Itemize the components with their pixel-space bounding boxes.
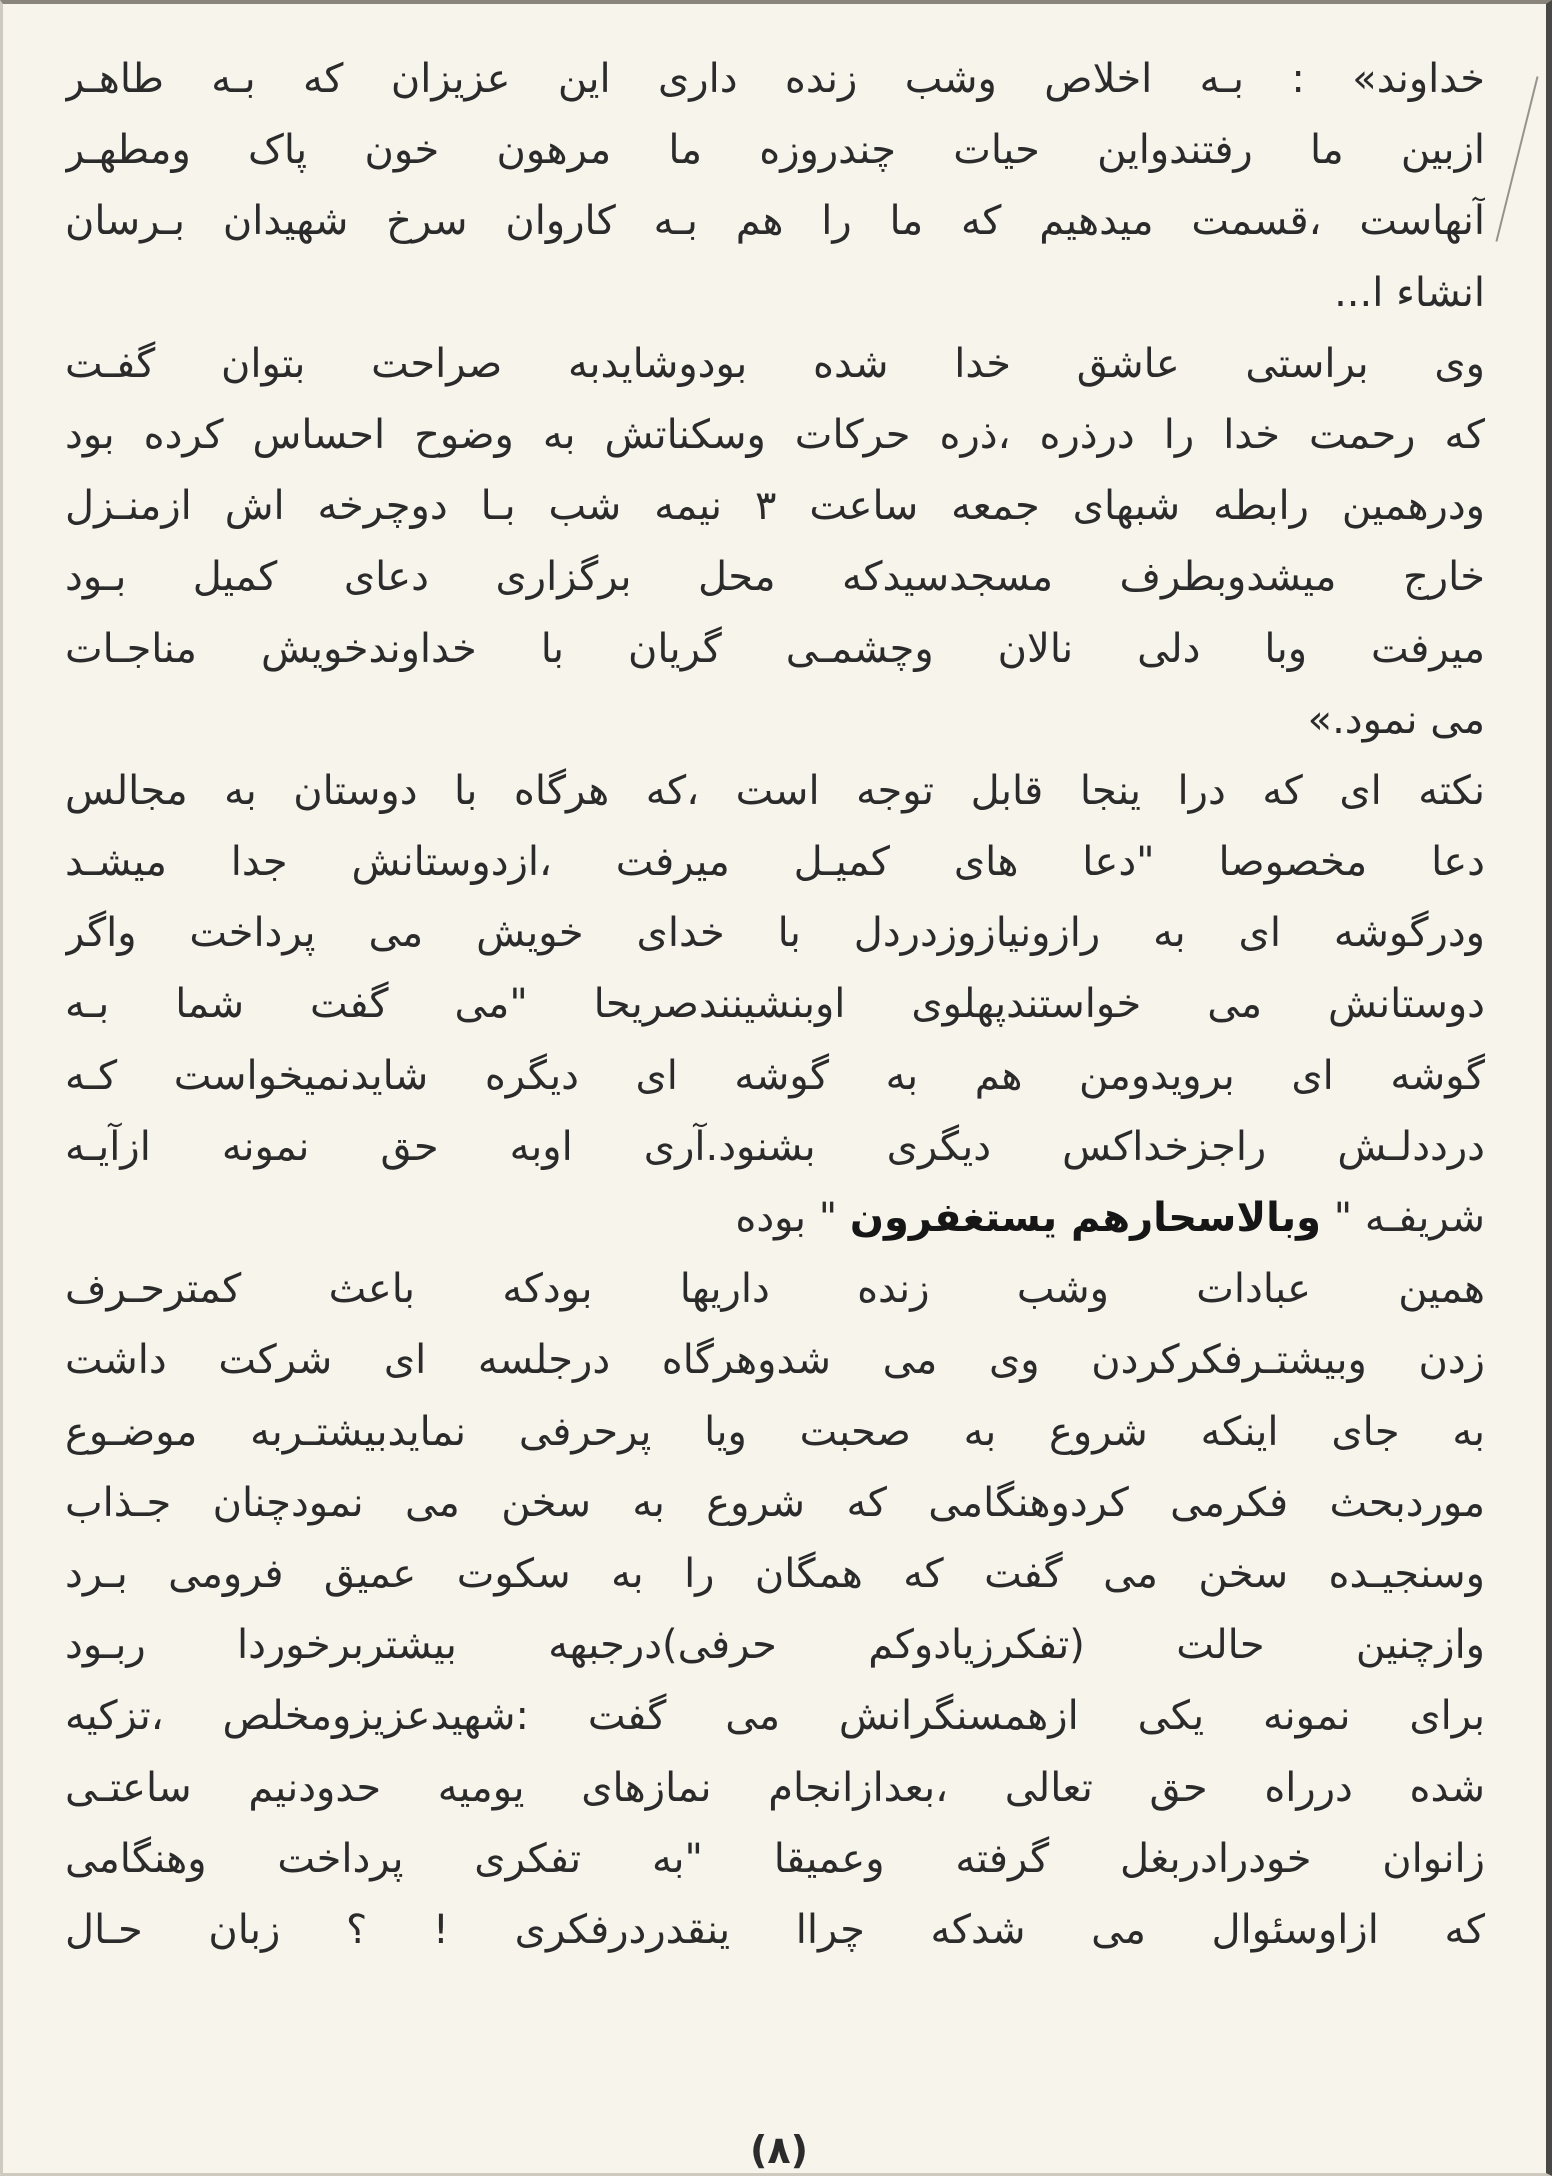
text-line-21: موردبحث فکرمی کردوهنگامی که شروع به سخن می نمودچنان جـذاب [65, 1479, 1485, 1526]
margin-pencil-mark [1495, 76, 1538, 241]
text-line-15: گوشه ای برویدومن هم به گوشه ای دیگره شایدنمیخواست کـه [65, 1052, 1485, 1099]
text-line-26: زانوان خودرادربغل گرفته وعمیقا "به تفکری پرداخت وهنگامی [65, 1835, 1485, 1882]
text-line-16: درددلـش راجزخداکس دیگری بشنود.آری اوبه حق نمونه ازآیـه [65, 1123, 1485, 1170]
text-line-1: خداوند» : بـه اخلاص وشب زنده داری این عزیزان که بـه طاهـر [65, 56, 1485, 102]
body-text [65, 44, 1485, 1966]
text-line-14: دوستانش می خواستندپهلوی اوبنشینندصریحا "می گفت شما بـه [65, 981, 1485, 1028]
text-line-2: ازبین ما رفتندواین حیات چندروزه ما مرهون خون پاک ومطهـر [65, 127, 1485, 174]
verse-suffix: " بوده [735, 1195, 850, 1241]
text-line-18: همین عبادات وشب زنده داریها بودکه باعث کمترحـرف [65, 1266, 1485, 1313]
text-line-3: آنهاست ،قسمت میدهیم که ما را هم بـه کاروان سرخ شهیدان بـرسان [65, 198, 1485, 245]
text-line-8: خارج میشدوبطرف مسجدسیدکه محل برگزاری دعای کمیل بـود [65, 554, 1485, 601]
text-line-13: ودرگوشه ای به رازونیازوزدردل با خدای خویش می پرداخت واگر [65, 910, 1485, 957]
text-line-5: وی براستی عاشق خدا شده بودوشایدبه صراحت بتوان گفـت [65, 340, 1485, 387]
text-line-24: برای نمونه یکی ازهمسنگرانش می گفت :شهیدعزیزومخلص ،تزکیه [65, 1693, 1485, 1740]
text-line-9: میرفت وبا دلی نالان وچشمـی گریان با خداوندخویش مناجـات [65, 625, 1485, 672]
page-number: (۸) [750, 2128, 808, 2172]
text-line-7: ودرهمین رابطه شبهای جمعه ساعت ۳ نیمه شب بـا دوچرخه اش ازمنـزل [65, 483, 1485, 530]
text-line-10: می نمود.» [1307, 696, 1485, 743]
text-line-6: که رحمت خدا را درذره ،ذره حرکات وسکناتش به وضوح احساس کرده بود [65, 411, 1485, 458]
text-line-11: نکته ای که درا ینجا قابل توجه است ،که هرگاه با دوستان به مجالس [65, 767, 1485, 814]
text-line-25: شده درراه حق تعالی ،بعدازانجام نمازهای یومیه حدودنیم ساعتـی [65, 1764, 1485, 1811]
text-line-27: که ازاوسئوال می شدکه چراا ینقدردرفکری ! ؟ زبان حـال [65, 1906, 1485, 1953]
text-line-23: وازچنین حالت (تفکرزیادوکم حرفی)درجبهه بیشتربرخوردا ربـود [65, 1622, 1485, 1669]
text-line-4: انشاء ا... [1334, 269, 1485, 316]
verse-prefix: شریفـه " [1321, 1195, 1485, 1241]
text-line-19: زدن وبیشتـرفکرکردن وی می شدوهرگاه درجلسه ای شرکت داشت [65, 1337, 1485, 1384]
quran-verse: وبالاسحارهم یستغفرون [849, 1195, 1322, 1241]
text-line-17-verse [65, 1183, 1485, 1254]
text-line-20: به جای اینکه شروع به صحبت ویا پرحرفی نمایدبیشتـربه موضـوع [65, 1408, 1485, 1455]
text-line-22: وسنجیـده سخن می گفت که همگان را به سکوت عمیق فرومی بـرد [65, 1550, 1485, 1597]
text-line-12: دعا مخصوصا "دعا های کمیـل میرفت ،ازدوستانش جدا میشـد [65, 839, 1485, 886]
